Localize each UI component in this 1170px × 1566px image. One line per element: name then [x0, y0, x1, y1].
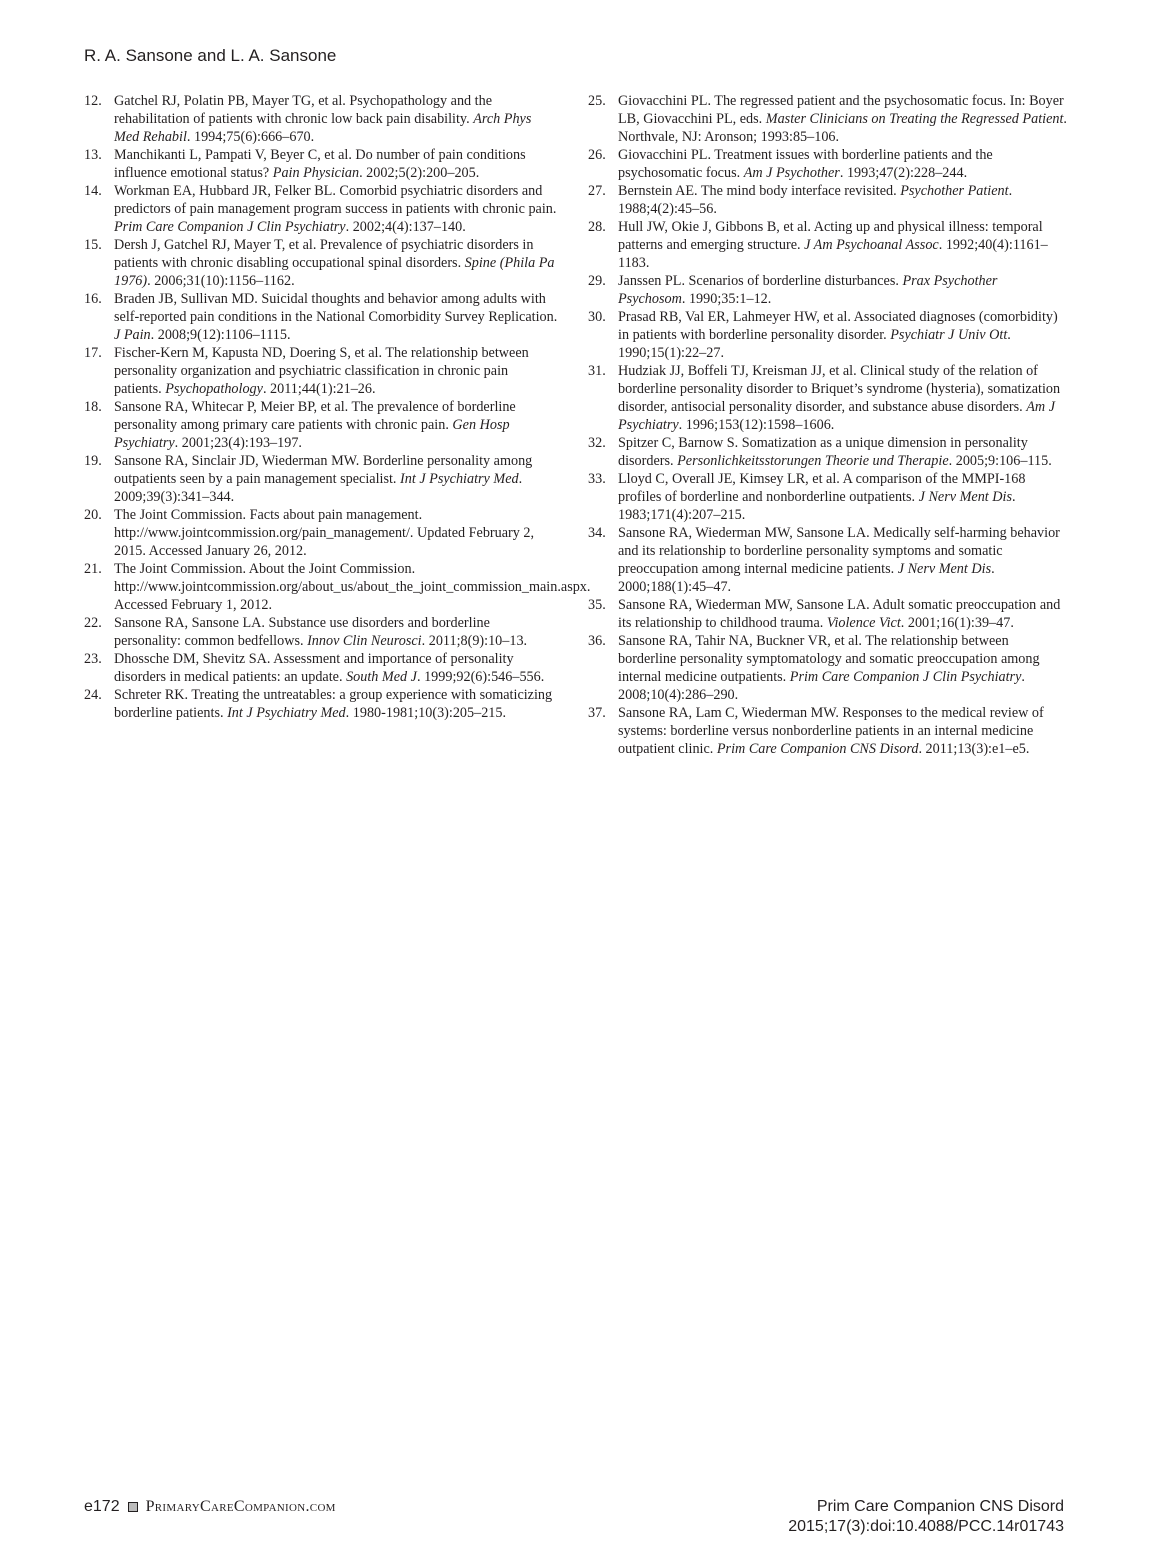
reference-text	[618, 524, 1068, 596]
reference-body: Sansone RA, Sansone LA. Substance use disorders and borderline personality: common bedfellows.	[114, 615, 490, 649]
reference-text	[618, 632, 1068, 704]
reference-citation: . 2008;10(4):286–290.	[618, 669, 1025, 703]
reference-number: 12.	[84, 93, 102, 109]
reference-item	[84, 398, 558, 452]
reference-journal: Pain Physician	[272, 165, 360, 181]
reference-number: 30.	[588, 309, 606, 325]
reference-item	[588, 632, 1068, 704]
reference-text	[618, 146, 1068, 182]
reference-body: Lloyd C, Overall JE, Kimsey LR, et al. A comparison of the MMPI-168 profiles of borderline and nonborderline outpatients.	[618, 471, 1026, 505]
reference-citation: . 2011;8(9):10–13.	[421, 633, 528, 649]
reference-number: 20.	[84, 507, 102, 523]
reference-text	[618, 704, 1068, 758]
reference-citation: . 2001;16(1):39–47.	[900, 615, 1014, 631]
reference-number: 16.	[84, 291, 102, 307]
reference-text	[618, 596, 1068, 632]
reference-body: Spitzer C, Barnow S. Somatization as a unique dimension in personality disorders.	[618, 435, 1028, 469]
reference-item	[588, 596, 1068, 632]
reference-text	[618, 218, 1068, 272]
reference-item	[84, 290, 558, 344]
reference-number: 23.	[84, 651, 102, 667]
reference-journal: J Nerv Ment Dis	[918, 489, 1013, 505]
journal-name: Prim Care Companion CNS Disord	[816, 1498, 1064, 1515]
reference-text	[114, 560, 590, 614]
reference-item	[84, 560, 591, 614]
reference-text	[114, 290, 558, 344]
reference-item	[588, 524, 1068, 596]
reference-journal: Innov Clin Neurosci	[307, 633, 422, 649]
reference-item	[588, 146, 1068, 182]
reference-number: 22.	[84, 615, 102, 631]
reference-body: Janssen PL. Scenarios of borderline disturbances.	[618, 273, 903, 289]
reference-journal: Int J Psychiatry Med	[400, 471, 519, 487]
running-header: R. A. Sansone and L. A. Sansone	[84, 46, 337, 65]
reference-number: 33.	[588, 471, 606, 487]
reference-journal: Int J Psychiatry Med	[227, 705, 346, 721]
reference-citation: . 2002;4(4):137–140.	[345, 219, 466, 235]
reference-body: Bernstein AE. The mind body interface revisited.	[618, 183, 901, 199]
reference-text	[114, 452, 558, 506]
reference-journal: Spine (Phila Pa 1976)	[114, 255, 555, 289]
reference-text	[114, 686, 558, 722]
reference-citation: . Northvale, NJ: Aronson; 1993:85–106.	[618, 111, 1067, 145]
reference-citation: . 2006;31(10):1156–1162.	[147, 273, 295, 289]
square-bullet-icon	[128, 1502, 138, 1512]
reference-body: Gatchel RJ, Polatin PB, Mayer TG, et al. Psychopathology and the rehabilitation of patients with chronic low back pain disability.	[114, 93, 493, 127]
reference-text	[618, 182, 1068, 218]
reference-journal: Prax Psychother Psychosom	[618, 273, 998, 307]
reference-journal: Prim Care Companion CNS Disord	[716, 741, 919, 757]
page-number: e172	[84, 1498, 120, 1515]
reference-body: The Joint Commission. Facts about pain management. http://www.jointcommission.org/pain_management/. Updated February 2, 2015. Accessed January 26, 2012.	[114, 507, 535, 559]
reference-body: Sansone RA, Lam C, Wiederman MW. Responses to the medical review of systems: borderline versus nonborderline patients in an internal medicine outpatient clinic.	[618, 705, 1044, 757]
reference-journal: Personlichkeitsstorungen Theorie und Therapie	[677, 453, 949, 469]
reference-body: Sansone RA, Wiederman MW, Sansone LA. Adult somatic preoccupation and its relationship to childhood trauma.	[618, 597, 1061, 631]
reference-text	[114, 182, 558, 236]
reference-journal: J Pain	[114, 327, 151, 343]
reference-citation: . 2008;9(12):1106–1115.	[150, 327, 291, 343]
reference-text	[618, 434, 1068, 470]
references-left-column	[84, 92, 591, 722]
reference-item	[588, 182, 1068, 218]
reference-journal: Prim Care Companion J Clin Psychiatry	[789, 669, 1022, 685]
reference-number: 28.	[588, 219, 606, 235]
reference-number: 14.	[84, 183, 102, 199]
reference-item	[588, 272, 1068, 308]
reference-journal: Psychiatr J Univ Ott	[890, 327, 1008, 343]
reference-number: 32.	[588, 435, 606, 451]
reference-text	[618, 362, 1068, 434]
reference-journal: Am J Psychiatry	[618, 399, 1055, 433]
reference-body: Fischer-Kern M, Kapusta ND, Doering S, et al. The relationship between personality organization and psychiatric classification in chronic pain patients.	[114, 345, 529, 397]
reference-journal: Am J Psychother	[743, 165, 840, 181]
reference-number: 21.	[84, 561, 102, 577]
reference-item	[84, 236, 558, 290]
reference-number: 29.	[588, 273, 606, 289]
footer-right	[788, 1497, 1064, 1537]
reference-citation: . 2000;188(1):45–47.	[618, 561, 995, 595]
reference-journal: Violence Vict	[826, 615, 901, 631]
reference-citation: . 1999;92(6):546–556.	[416, 669, 545, 685]
reference-journal: Arch Phys Med Rehabil	[114, 111, 532, 145]
references-right-column	[588, 92, 1068, 758]
reference-item	[84, 92, 558, 146]
reference-citation: . 1994;75(6):666–670.	[186, 129, 315, 145]
reference-citation: . 2009;39(3):341–344.	[114, 471, 523, 505]
reference-text	[114, 344, 558, 398]
reference-number: 31.	[588, 363, 606, 379]
reference-citation: . 1996;153(12):1598–1606.	[678, 417, 835, 433]
reference-citation: . 1990;35:1–12.	[681, 291, 772, 307]
reference-body: Sansone RA, Tahir NA, Buckner VR, et al. The relationship between borderline personality symptomatology and somatic preoccupation among internal medicine outpatients.	[618, 633, 1040, 685]
reference-item	[84, 344, 558, 398]
reference-number: 37.	[588, 705, 606, 721]
reference-body: Workman EA, Hubbard JR, Felker BL. Comorbid psychiatric disorders and predictors of pain management program success in patients with chronic pain.	[114, 183, 557, 217]
reference-number: 24.	[84, 687, 102, 703]
reference-number: 17.	[84, 345, 102, 361]
reference-number: 36.	[588, 633, 606, 649]
reference-text	[114, 146, 558, 182]
reference-body: Sansone RA, Whitecar P, Meier BP, et al. The prevalence of borderline personality among primary care patients with chronic pain.	[114, 399, 516, 433]
reference-number: 35.	[588, 597, 606, 613]
journal-citation: 2015;17(3):doi:10.4088/PCC.14r01743	[788, 1518, 1064, 1535]
reference-body: Prasad RB, Val ER, Lahmeyer HW, et al. Associated diagnoses (comorbidity) in patients with borderline personality disorder.	[618, 309, 1058, 343]
reference-body: Hudziak JJ, Boffeli TJ, Kreisman JJ, et al. Clinical study of the relation of borderline personality disorder to Briquet’s syndrome (hysteria), somatization disorder, antisocial personality disorder, and substance abuse disorders.	[618, 363, 1061, 415]
reference-text	[114, 236, 558, 290]
reference-number: 26.	[588, 147, 606, 163]
reference-body: Giovacchini PL. Treatment issues with borderline patients and the psychosomatic focus.	[618, 147, 993, 181]
reference-item	[84, 506, 558, 560]
reference-number: 19.	[84, 453, 102, 469]
reference-citation: . 2002;5(2):200–205.	[359, 165, 480, 181]
reference-body: Braden JB, Sullivan MD. Suicidal thoughts and behavior among adults with self-reported pain conditions in the National Comorbidity Survey Replication.	[114, 291, 558, 325]
reference-text	[618, 272, 1068, 308]
reference-citation: . 1988;4(2):45–56.	[618, 183, 1013, 217]
reference-item	[84, 686, 558, 722]
reference-body: Schreter RK. Treating the untreatables: a group experience with somaticizing borderline patients.	[114, 687, 553, 721]
reference-text	[114, 614, 558, 650]
reference-citation: . 2011;44(1):21–26.	[262, 381, 376, 397]
reference-text	[618, 92, 1068, 146]
reference-item	[588, 92, 1068, 146]
reference-body: Sansone RA, Sinclair JD, Wiederman MW. Borderline personality among outpatients seen by a pain management specialist.	[114, 453, 533, 487]
reference-citation: . 1992;40(4):1161–1183.	[618, 237, 1048, 271]
reference-citation: . 1980-1981;10(3):205–215.	[345, 705, 507, 721]
reference-body: Manchikanti L, Pampati V, Beyer C, et al. Do number of pain conditions influence emotional status?	[114, 147, 526, 181]
reference-text	[618, 308, 1068, 362]
reference-citation: . 1983;171(4):207–215.	[618, 489, 1016, 523]
reference-citation: . 2001;23(4):193–197.	[174, 435, 302, 451]
reference-journal: Master Clinicians on Treating the Regressed Patient	[765, 111, 1064, 127]
reference-item	[84, 182, 558, 236]
reference-item	[588, 362, 1068, 434]
reference-item	[84, 614, 558, 650]
reference-journal: South Med J	[346, 669, 417, 685]
reference-item	[84, 146, 558, 182]
reference-journal: Psychopathology	[165, 381, 263, 397]
reference-item	[588, 308, 1068, 362]
reference-number: 15.	[84, 237, 102, 253]
reference-journal: J Nerv Ment Dis	[897, 561, 992, 577]
reference-item	[588, 218, 1068, 272]
footer-left	[84, 1498, 336, 1516]
reference-citation: . 2011;13(3):e1–e5.	[918, 741, 1030, 757]
reference-item	[84, 650, 558, 686]
reference-number: 27.	[588, 183, 606, 199]
reference-number: 25.	[588, 93, 606, 109]
reference-item	[588, 704, 1068, 758]
reference-text	[114, 506, 558, 560]
website-link[interactable]: PrimaryCareCompanion.com	[145, 1498, 336, 1515]
reference-text	[114, 92, 558, 146]
reference-item	[588, 470, 1068, 524]
reference-body: The Joint Commission. About the Joint Commission. http://www.jointcommission.org/about_us/about_the_joint_commission_main.aspx. Accessed February 1, 2012.	[114, 561, 591, 613]
reference-item	[588, 434, 1068, 470]
reference-text	[114, 650, 558, 686]
reference-text	[618, 470, 1068, 524]
reference-journal: Psychother Patient	[900, 183, 1009, 199]
reference-citation: . 2005;9:106–115.	[948, 453, 1052, 469]
reference-citation: . 1993;47(2):228–244.	[839, 165, 968, 181]
reference-journal: Gen Hosp Psychiatry	[114, 417, 510, 451]
reference-body: Hull JW, Okie J, Gibbons B, et al. Acting up and physical illness: temporal patterns and emerging structure.	[618, 219, 1043, 253]
reference-body: Sansone RA, Wiederman MW, Sansone LA. Medically self-harming behavior and its relationship to borderline personality symptoms and somatic preoccupation among internal medicine patients.	[618, 525, 1060, 577]
reference-body: Dhossche DM, Shevitz SA. Assessment and importance of personality disorders in medical patients: an update.	[114, 651, 514, 685]
reference-text	[114, 398, 558, 452]
reference-citation: . 1990;15(1):22–27.	[618, 327, 1011, 361]
reference-body: Giovacchini PL. The regressed patient and the psychosomatic focus. In: Boyer LB, Giovacchini PL, eds.	[618, 93, 1064, 127]
reference-number: 18.	[84, 399, 102, 415]
reference-number: 34.	[588, 525, 606, 541]
reference-item	[84, 452, 558, 506]
reference-number: 13.	[84, 147, 102, 163]
reference-journal: Prim Care Companion J Clin Psychiatry	[114, 219, 346, 235]
reference-journal: J Am Psychoanal Assoc	[804, 237, 939, 253]
reference-body: Dersh J, Gatchel RJ, Mayer T, et al. Prevalence of psychiatric disorders in patients with chronic disabling occupational spinal disorders.	[114, 237, 534, 271]
